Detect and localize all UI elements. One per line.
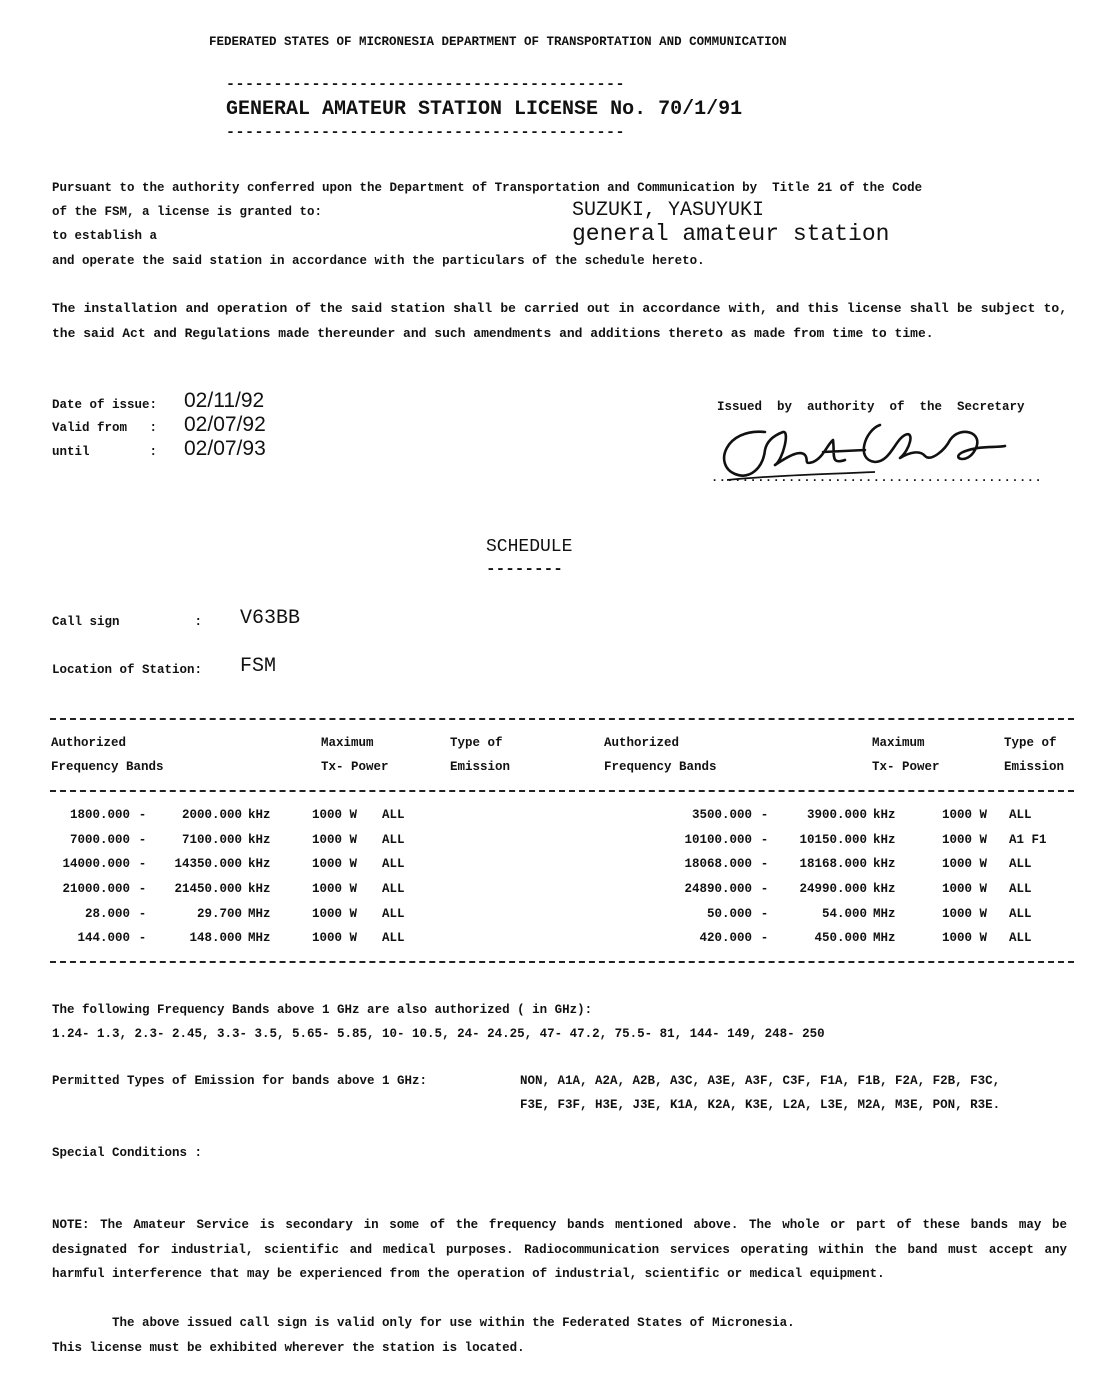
power-left: 1000 W xyxy=(312,882,358,897)
range-to-left: 21450.000 xyxy=(174,882,242,897)
table-row xyxy=(50,852,1069,877)
col-power-left-h1: Maximum xyxy=(321,736,374,750)
grant-line-2: of the FSM, a license is granted to: xyxy=(52,205,323,219)
unit-left: MHz xyxy=(248,931,271,946)
emission-left: ALL xyxy=(382,808,405,823)
signature-line: ........................................... xyxy=(711,471,1043,485)
unit-left: kHz xyxy=(248,882,271,897)
range-dash-right: - xyxy=(760,832,769,847)
emission-left: ALL xyxy=(382,832,405,847)
spacer xyxy=(502,852,642,877)
range-from-right: 18068.000 xyxy=(684,857,752,872)
range-dash-left: - xyxy=(138,931,147,946)
exhibit-line: This license must be exhibited wherever the station is located. xyxy=(52,1341,525,1355)
emission-right: A1 F1 xyxy=(1009,832,1047,847)
range-to-left: 29.700 xyxy=(196,906,242,921)
unit-left: kHz xyxy=(248,857,271,872)
station-type: general amateur station xyxy=(572,221,890,247)
grant-line-1: Pursuant to the authority conferred upon the Department of Transportation and Communication by Title 21 of the Code xyxy=(52,181,923,195)
unit-left: MHz xyxy=(248,906,271,921)
unit-right: kHz xyxy=(873,857,896,872)
col-freq-left-h2: Frequency Bands xyxy=(51,760,164,774)
unit-right: MHz xyxy=(873,931,896,946)
unit-left: kHz xyxy=(248,808,271,823)
emission-right: ALL xyxy=(1009,931,1032,946)
range-from-left: 14000.000 xyxy=(62,857,130,872)
emission-right: ALL xyxy=(1009,857,1032,872)
range-to-right: 450.000 xyxy=(814,931,867,946)
power-left: 1000 W xyxy=(312,906,358,921)
emission-right: ALL xyxy=(1009,906,1032,921)
issue-date-value: 02/11/92 xyxy=(184,389,265,412)
table-row xyxy=(50,877,1069,902)
unit-left: kHz xyxy=(248,832,271,847)
range-from-left: 1800.000 xyxy=(69,808,130,823)
col-freq-left-h1: Authorized xyxy=(51,736,127,750)
issued-by-label: Issued by authority of the Secretary xyxy=(717,400,1025,414)
range-to-right: 3900.000 xyxy=(806,808,867,823)
spacer xyxy=(502,803,642,828)
emission-right: ALL xyxy=(1009,808,1032,823)
range-to-right: 18168.000 xyxy=(799,857,867,872)
spacer xyxy=(502,926,642,951)
schedule-underline: -------- xyxy=(486,560,563,578)
range-from-right: 420.000 xyxy=(699,931,752,946)
col-emission-left-h2: Emission xyxy=(450,760,511,774)
range-from-right: 24890.000 xyxy=(684,882,752,897)
range-from-right: 3500.000 xyxy=(691,808,752,823)
until-label: until : xyxy=(52,445,158,459)
unit-right: kHz xyxy=(873,882,896,897)
col-freq-right-h2: Frequency Bands xyxy=(604,760,717,774)
range-from-left: 144.000 xyxy=(77,931,130,946)
range-from-left: 21000.000 xyxy=(62,882,130,897)
spacer xyxy=(502,877,642,902)
col-power-left-h2: Tx- Power xyxy=(321,760,389,774)
range-dash-left: - xyxy=(138,808,147,823)
range-from-left: 28.000 xyxy=(84,906,130,921)
col-freq-right-h1: Authorized xyxy=(604,736,680,750)
col-power-right-h2: Tx- Power xyxy=(872,760,940,774)
col-emission-left-h1: Type of xyxy=(450,736,503,750)
range-to-left: 148.000 xyxy=(189,931,242,946)
range-dash-right: - xyxy=(760,808,769,823)
col-power-right-h1: Maximum xyxy=(872,736,925,750)
range-to-right: 10150.000 xyxy=(799,832,867,847)
emission-label: Permitted Types of Emission for bands above 1 GHz: xyxy=(52,1074,428,1088)
spacer xyxy=(502,828,642,853)
range-dash-right: - xyxy=(760,931,769,946)
range-to-right: 24990.000 xyxy=(799,882,867,897)
power-left: 1000 W xyxy=(312,857,358,872)
table-row xyxy=(50,803,1069,828)
emission-list-1: NON, A1A, A2A, A2B, A3C, A3E, A3F, C3F, F1A, F1B, F2A, F2B, F3C, xyxy=(520,1074,1001,1088)
until-value: 02/07/93 xyxy=(184,437,266,460)
range-dash-right: - xyxy=(760,882,769,897)
range-to-right: 54.000 xyxy=(821,906,867,921)
spacer xyxy=(502,901,642,926)
issue-date-label: Date of issue: xyxy=(52,398,158,412)
power-left: 1000 W xyxy=(312,832,358,847)
table-rule-bottom xyxy=(50,961,1074,963)
power-right: 1000 W xyxy=(941,832,987,847)
call-sign-value: V63BB xyxy=(240,607,301,630)
power-left: 1000 W xyxy=(312,808,358,823)
ghz-bands: 1.24- 1.3, 2.3- 2.45, 3.3- 3.5, 5.65- 5.85, 10- 10.5, 24- 24.25, 47- 47.2, 75.5- 81, 144- 149, 248- 250 xyxy=(52,1027,825,1041)
range-to-left: 14350.000 xyxy=(174,857,242,872)
range-dash-left: - xyxy=(138,857,147,872)
power-right: 1000 W xyxy=(941,931,987,946)
power-right: 1000 W xyxy=(941,906,987,921)
col-emission-right-h2: Emission xyxy=(1004,760,1065,774)
emission-left: ALL xyxy=(382,906,405,921)
range-dash-left: - xyxy=(138,906,147,921)
emission-left: ALL xyxy=(382,882,405,897)
range-from-right: 50.000 xyxy=(706,906,752,921)
range-dash-right: - xyxy=(760,857,769,872)
grant-line-3: to establish a xyxy=(52,229,158,243)
range-from-right: 10100.000 xyxy=(684,832,752,847)
location-value: FSM xyxy=(240,655,277,678)
emission-right: ALL xyxy=(1009,882,1032,897)
valid-from-label: Valid from : xyxy=(52,421,158,435)
grant-line-4: and operate the said station in accordance with the particulars of the schedule hereto. xyxy=(52,254,705,268)
frequency-table xyxy=(50,803,1069,951)
callsign-validity-line: The above issued call sign is valid only for use within the Federated States of Micronesia. xyxy=(52,1316,795,1330)
valid-from-value: 02/07/92 xyxy=(184,413,266,436)
range-dash-left: - xyxy=(138,882,147,897)
licensee-name: SUZUKI, YASUYUKI xyxy=(572,199,765,222)
range-dash-left: - xyxy=(138,832,147,847)
call-sign-label: Call sign : xyxy=(52,615,203,629)
range-dash-right: - xyxy=(760,906,769,921)
license-title: GENERAL AMATEUR STATION LICENSE No. 70/1/91 xyxy=(226,98,743,121)
title-rule-top: ------------------------------------------ xyxy=(226,76,626,93)
installation-paragraph: The installation and operation of the said station shall be carried out in accordance with, and this license shall be subject to, the said Act and Regulations made thereunder and such amendments and additions thereto as made from time to time. xyxy=(52,301,1067,341)
col-emission-right-h1: Type of xyxy=(1004,736,1057,750)
emission-left: ALL xyxy=(382,857,405,872)
department-header: FEDERATED STATES OF MICRONESIA DEPARTMENT OF TRANSPORTATION AND COMMUNICATION xyxy=(209,35,787,49)
power-right: 1000 W xyxy=(941,857,987,872)
ghz-intro: The following Frequency Bands above 1 GHz are also authorized ( in GHz): xyxy=(52,1003,593,1017)
emission-list-2: F3E, F3F, H3E, J3E, K1A, K2A, K3E, L2A, L3E, M2A, M3E, PON, R3E. xyxy=(520,1098,1001,1112)
schedule-title: SCHEDULE xyxy=(486,537,573,557)
power-left: 1000 W xyxy=(312,931,358,946)
table-row xyxy=(50,926,1069,951)
emission-left: ALL xyxy=(382,931,405,946)
title-rule-bottom: ------------------------------------------ xyxy=(226,124,626,141)
table-rule-header xyxy=(50,790,1074,792)
table-row xyxy=(50,828,1069,853)
unit-right: kHz xyxy=(873,832,896,847)
range-to-left: 7100.000 xyxy=(181,832,242,847)
table-rule-top xyxy=(50,718,1074,720)
location-label: Location of Station: xyxy=(52,663,203,677)
power-right: 1000 W xyxy=(941,808,987,823)
table-row xyxy=(50,901,1069,926)
special-conditions: Special Conditions : xyxy=(52,1146,203,1160)
power-right: 1000 W xyxy=(941,882,987,897)
range-to-left: 2000.000 xyxy=(181,808,242,823)
unit-right: MHz xyxy=(873,906,896,921)
note-paragraph: NOTE: The Amateur Service is secondary in some of the frequency bands mentioned above. The whole or part of these bands may be designated for industrial, scientific and medical purposes. Radiocommunication services operating within the band must accept any harmful interference that may be experienced from the operation of industrial, scientific or medical equipment. xyxy=(52,1218,1067,1281)
unit-right: kHz xyxy=(873,808,896,823)
range-from-left: 7000.000 xyxy=(69,832,130,847)
